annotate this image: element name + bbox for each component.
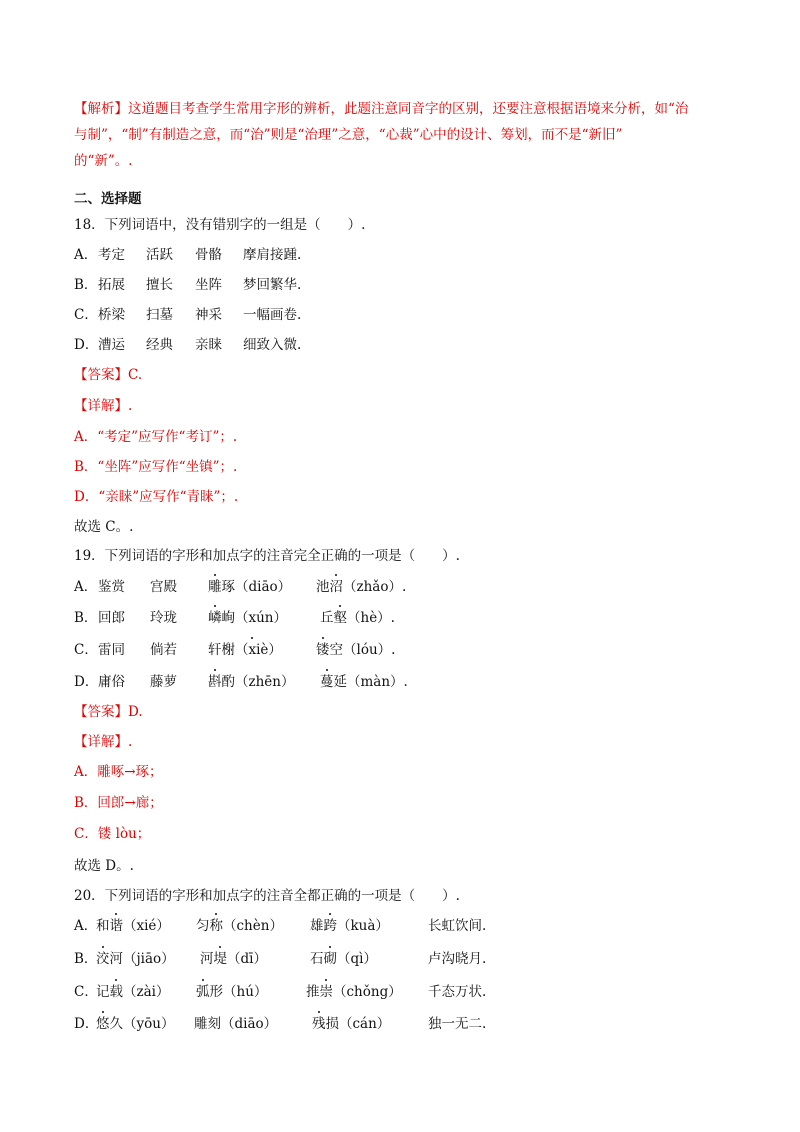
word: 匀称（chèn） (196, 918, 283, 934)
q19-conclusion: 故选 D。. (74, 858, 134, 874)
q19-explain-c: C．镂 lòu； (74, 826, 151, 842)
option-letter: C． (74, 984, 98, 1000)
option-letter: D． (74, 1016, 99, 1032)
q19-detail: 【详解】. (74, 734, 133, 750)
word: 弧形（hú） (196, 984, 268, 1000)
word: 独一无二. (428, 1016, 487, 1032)
word: 蔓延（màn）. (320, 674, 408, 690)
q18-explain-a: A．“考定”应写作“考订”；. (74, 429, 238, 445)
word: 长虹饮间. (428, 918, 487, 934)
word: 拓展 (98, 277, 125, 293)
q19-answer: 【答案】D. (74, 704, 143, 720)
word: 推崇（chǒng） (306, 984, 402, 1000)
word: 一幅画卷. (243, 307, 302, 323)
q18-detail: 【详解】. (74, 398, 133, 414)
word: 池沼（zhǎo）. (316, 579, 407, 595)
analysis-line-3: 的“新”。. (74, 153, 133, 169)
q19-stem: 19．下列词语的字形和加点字的注音完全正确的一项是（ ）. (74, 548, 460, 564)
option-letter: D． (74, 337, 99, 353)
word: 石砌（qì） (310, 951, 377, 967)
section-title: 二、选择题 (74, 191, 142, 207)
q18-explain-d: D．“亲睐”应写作“青睐”；. (74, 489, 239, 505)
word: 记载（zài） (96, 984, 170, 1000)
q19-explain-a: A．雕啄→琢； (74, 764, 163, 780)
word: 神采 (195, 307, 222, 323)
word: 摩肩接踵. (243, 247, 302, 263)
q18-explain-b: B．“坐阵”应写作“坐镇”；. (74, 459, 238, 475)
word: 桥梁 (98, 307, 125, 323)
q20-stem: 20．下列词语的字形和加点字的注音全都正确的一项是（ ）. (74, 888, 460, 904)
word: 擅长 (146, 277, 173, 293)
q19-explain-b: B．回郎→廊； (74, 795, 163, 811)
option-letter: A． (74, 579, 98, 595)
word: 庸俗 (98, 674, 125, 690)
word: 雷同 (98, 642, 125, 658)
word: 漕运 (98, 337, 125, 353)
option-letter: D． (74, 674, 99, 690)
option-letter: C． (74, 307, 98, 323)
word: 卢沟晓月. (428, 951, 487, 967)
word: 河堤（dī） (200, 951, 267, 967)
option-letter: C． (74, 642, 98, 658)
word: 宫殿 (150, 579, 177, 595)
word: 镂空（lóu）. (316, 642, 396, 658)
word: 细致入微. (243, 337, 302, 353)
word: 梦回繁华. (243, 277, 302, 293)
word: 雕刻（diāo） (194, 1016, 278, 1032)
analysis-line-1: 【解析】这道题目考查学生常用字形的辨析，此题注意同音字的区别，还要注意根据语境来分析，如“治 (74, 101, 689, 117)
word: 扫墓 (146, 307, 173, 323)
word: 雄跨（kuà） (310, 918, 389, 934)
word: 藤萝 (150, 674, 177, 690)
q18-conclusion: 故选 C。. (74, 519, 134, 535)
q18-answer: 【答案】C. (74, 367, 143, 383)
option-letter: A． (74, 918, 98, 934)
word: 亲睐 (195, 337, 222, 353)
word: 斟酌（zhēn） (208, 674, 295, 690)
word: 考定 (98, 247, 125, 263)
word: 残损（cán） (312, 1016, 391, 1032)
word: 轩榭（xiè） (208, 642, 282, 658)
option-letter: B． (74, 277, 98, 293)
word: 经典 (146, 337, 173, 353)
option-letter: B． (74, 610, 98, 626)
q18-stem: 18．下列词语中，没有错别字的一组是（ ）. (74, 217, 366, 233)
word: 和谐（xié） (96, 918, 170, 934)
word: 坐阵 (195, 277, 222, 293)
word: 活跃 (146, 247, 173, 263)
option-letter: A． (74, 247, 98, 263)
word: 倘若 (150, 642, 177, 658)
word: 回郎 (98, 610, 125, 626)
word: 鉴赏 (98, 579, 125, 595)
word: 嶙峋（xún） (208, 610, 288, 626)
analysis-paragraph (74, 96, 734, 174)
word: 千态万状. (428, 984, 487, 1000)
word: 丘壑（hè）. (320, 610, 395, 626)
word: 骨骼 (195, 247, 222, 263)
analysis-line-2: 与制”，“制”有制造之意，而“治”则是“治理”之意，“心裁”心中的设计、筹划，而不是“新旧” (74, 127, 623, 143)
word: 雕琢（diāo） (208, 579, 292, 595)
word: 洨河（jiāo） (96, 951, 175, 967)
option-letter: B． (74, 951, 98, 967)
word: 悠久（yōu） (96, 1016, 175, 1032)
word: 玲珑 (150, 610, 177, 626)
